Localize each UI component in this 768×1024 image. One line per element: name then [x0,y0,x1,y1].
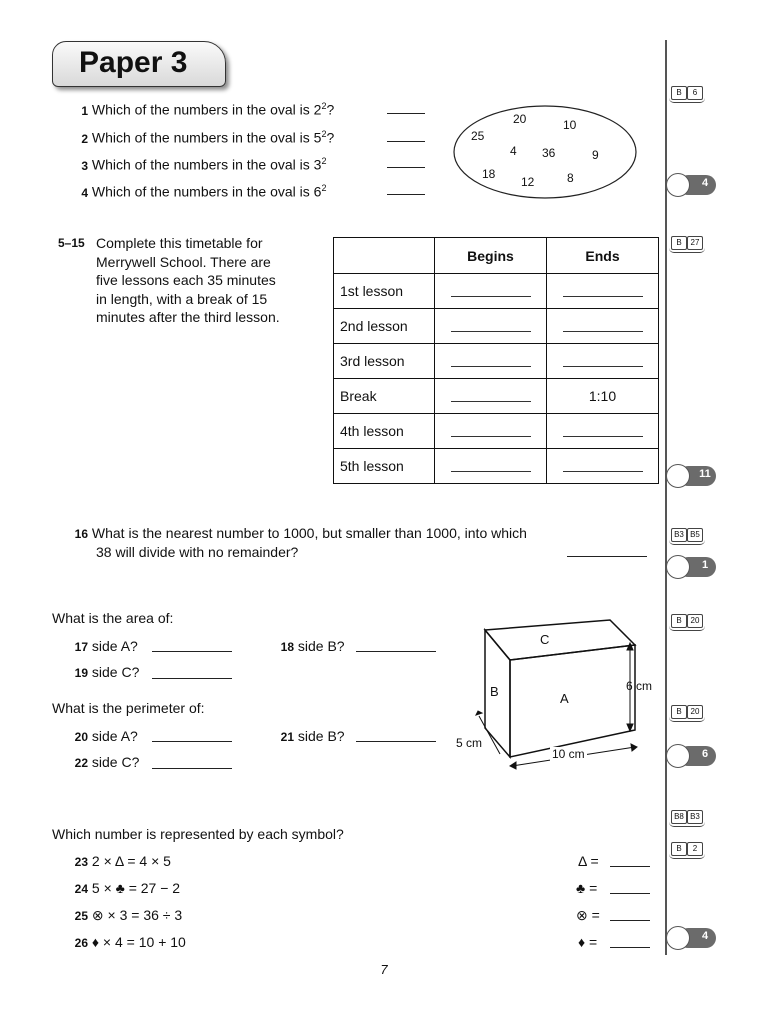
oval-number: 8 [567,171,574,185]
table-row: 2nd lesson [334,309,659,344]
answer-line-19[interactable] [152,677,232,679]
question-1: 1 Which of the numbers in the oval is $2^2$? [81,101,335,118]
question-19: 19 side C? [74,664,140,680]
timetable-header-ends: Ends [547,238,659,274]
table-row: Break 1:10 [334,379,659,414]
cuboid-depth-label: 5 cm [456,736,483,750]
table-row: 5th lesson [334,449,659,484]
question-16: 16 What is the nearest number to 1000, but smaller than 1000, into which 38 will divide with no remainder? [74,525,527,560]
question-2: 2 Which of the numbers in the oval is $5^2$? [81,129,335,146]
cuboid-label-c: C [540,632,550,647]
answer-line-24[interactable] [610,892,650,894]
book-ref-icon: B 6 [669,84,705,102]
cuboid-width-label: 10 cm [552,747,585,761]
paper-title: Paper 3 [79,46,188,79]
answer-line-26[interactable] [610,946,650,948]
score-pill: 6 [666,744,718,768]
oval-number: 20 [513,112,527,126]
question-3: 3 Which of the numbers in the oval is $3^2$ [81,156,327,173]
question-25: 25 ⊗ × 3 = 36 ÷ 3 [74,907,183,923]
timetable-header [334,238,435,274]
oval-number: 18 [482,167,496,181]
page-number: 7 [380,962,388,977]
question-5-15-text: Complete this timetable for Merrywell School. There are five lessons each 35 minutes in length, with a break of 15 minutes after the third lesson. [96,235,280,325]
book-ref-icon: B 20 [669,612,705,630]
question-26: 26 ♦ × 4 = 10 + 10 [74,934,186,950]
book-ref-icon: B 2 [669,840,705,858]
answer-line-4[interactable] [387,193,425,195]
book-ref-icon: B 27 [669,234,705,252]
answer-line-25[interactable] [610,919,650,921]
table-row: 1st lesson [334,274,659,309]
answer-line-17[interactable] [152,650,232,652]
answer-line-16[interactable] [567,555,647,557]
answer-line-18[interactable] [356,650,436,652]
question-22: 22 side C? [74,754,140,770]
question-21: 21 side B? [280,728,345,744]
timetable [333,237,659,484]
cuboid-height-label: 6 cm [626,679,653,693]
area-heading: What is the area of: [52,610,174,626]
cuboid-label-a: A [560,691,569,706]
table-row: 4th lesson [334,414,659,449]
score-pill: 11 [666,464,718,488]
book-ref-icon: B3 B5 [669,526,705,544]
cuboid-front-face [510,645,635,757]
answer-label-23: Δ = [578,853,599,869]
answer-line-21[interactable] [356,740,436,742]
cuboid-label-b: B [490,684,499,699]
answer-line-3[interactable] [387,166,425,168]
answer-line-22[interactable] [152,767,232,769]
answer-line-20[interactable] [152,740,232,742]
answer-line-23[interactable] [610,865,650,867]
oval-number: 12 [521,175,535,189]
answer-label-26: ♦ = [578,934,598,950]
question-23: 23 2 × Δ = 4 × 5 [74,853,171,869]
oval-number: 10 [563,118,577,132]
question-4: 4 Which of the numbers in the oval is $6^2$ [81,183,327,200]
oval-number: 36 [542,146,556,160]
paper-title-tab [52,41,226,87]
oval-number: 9 [592,148,599,162]
question-17: 17 side A? [74,638,138,654]
question-5-15: 5–15 [58,236,85,250]
score-pill: 1 [666,555,718,579]
symbols-heading: Which number is represented by each symbol? [52,826,344,842]
score-pill: 4 [666,173,718,197]
answer-label-24: ♣ = [576,880,598,896]
answer-line-2[interactable] [387,140,425,142]
book-ref-icon: B 20 [669,703,705,721]
score-pill: 4 [666,926,718,950]
oval-number: 25 [471,129,485,143]
perimeter-heading: What is the perimeter of: [52,700,205,716]
table-row: 3rd lesson [334,344,659,379]
book-ref-icon: B8 B3 [669,808,705,826]
question-24: 24 5 × ♣ = 27 − 2 [74,880,181,896]
question-18: 18 side B? [280,638,345,654]
answer-line-1[interactable] [387,112,425,114]
answer-label-25: ⊗ = [576,907,600,923]
question-20: 20 side A? [74,728,138,744]
timetable-header-begins: Begins [435,238,547,274]
oval-number: 4 [510,144,517,158]
